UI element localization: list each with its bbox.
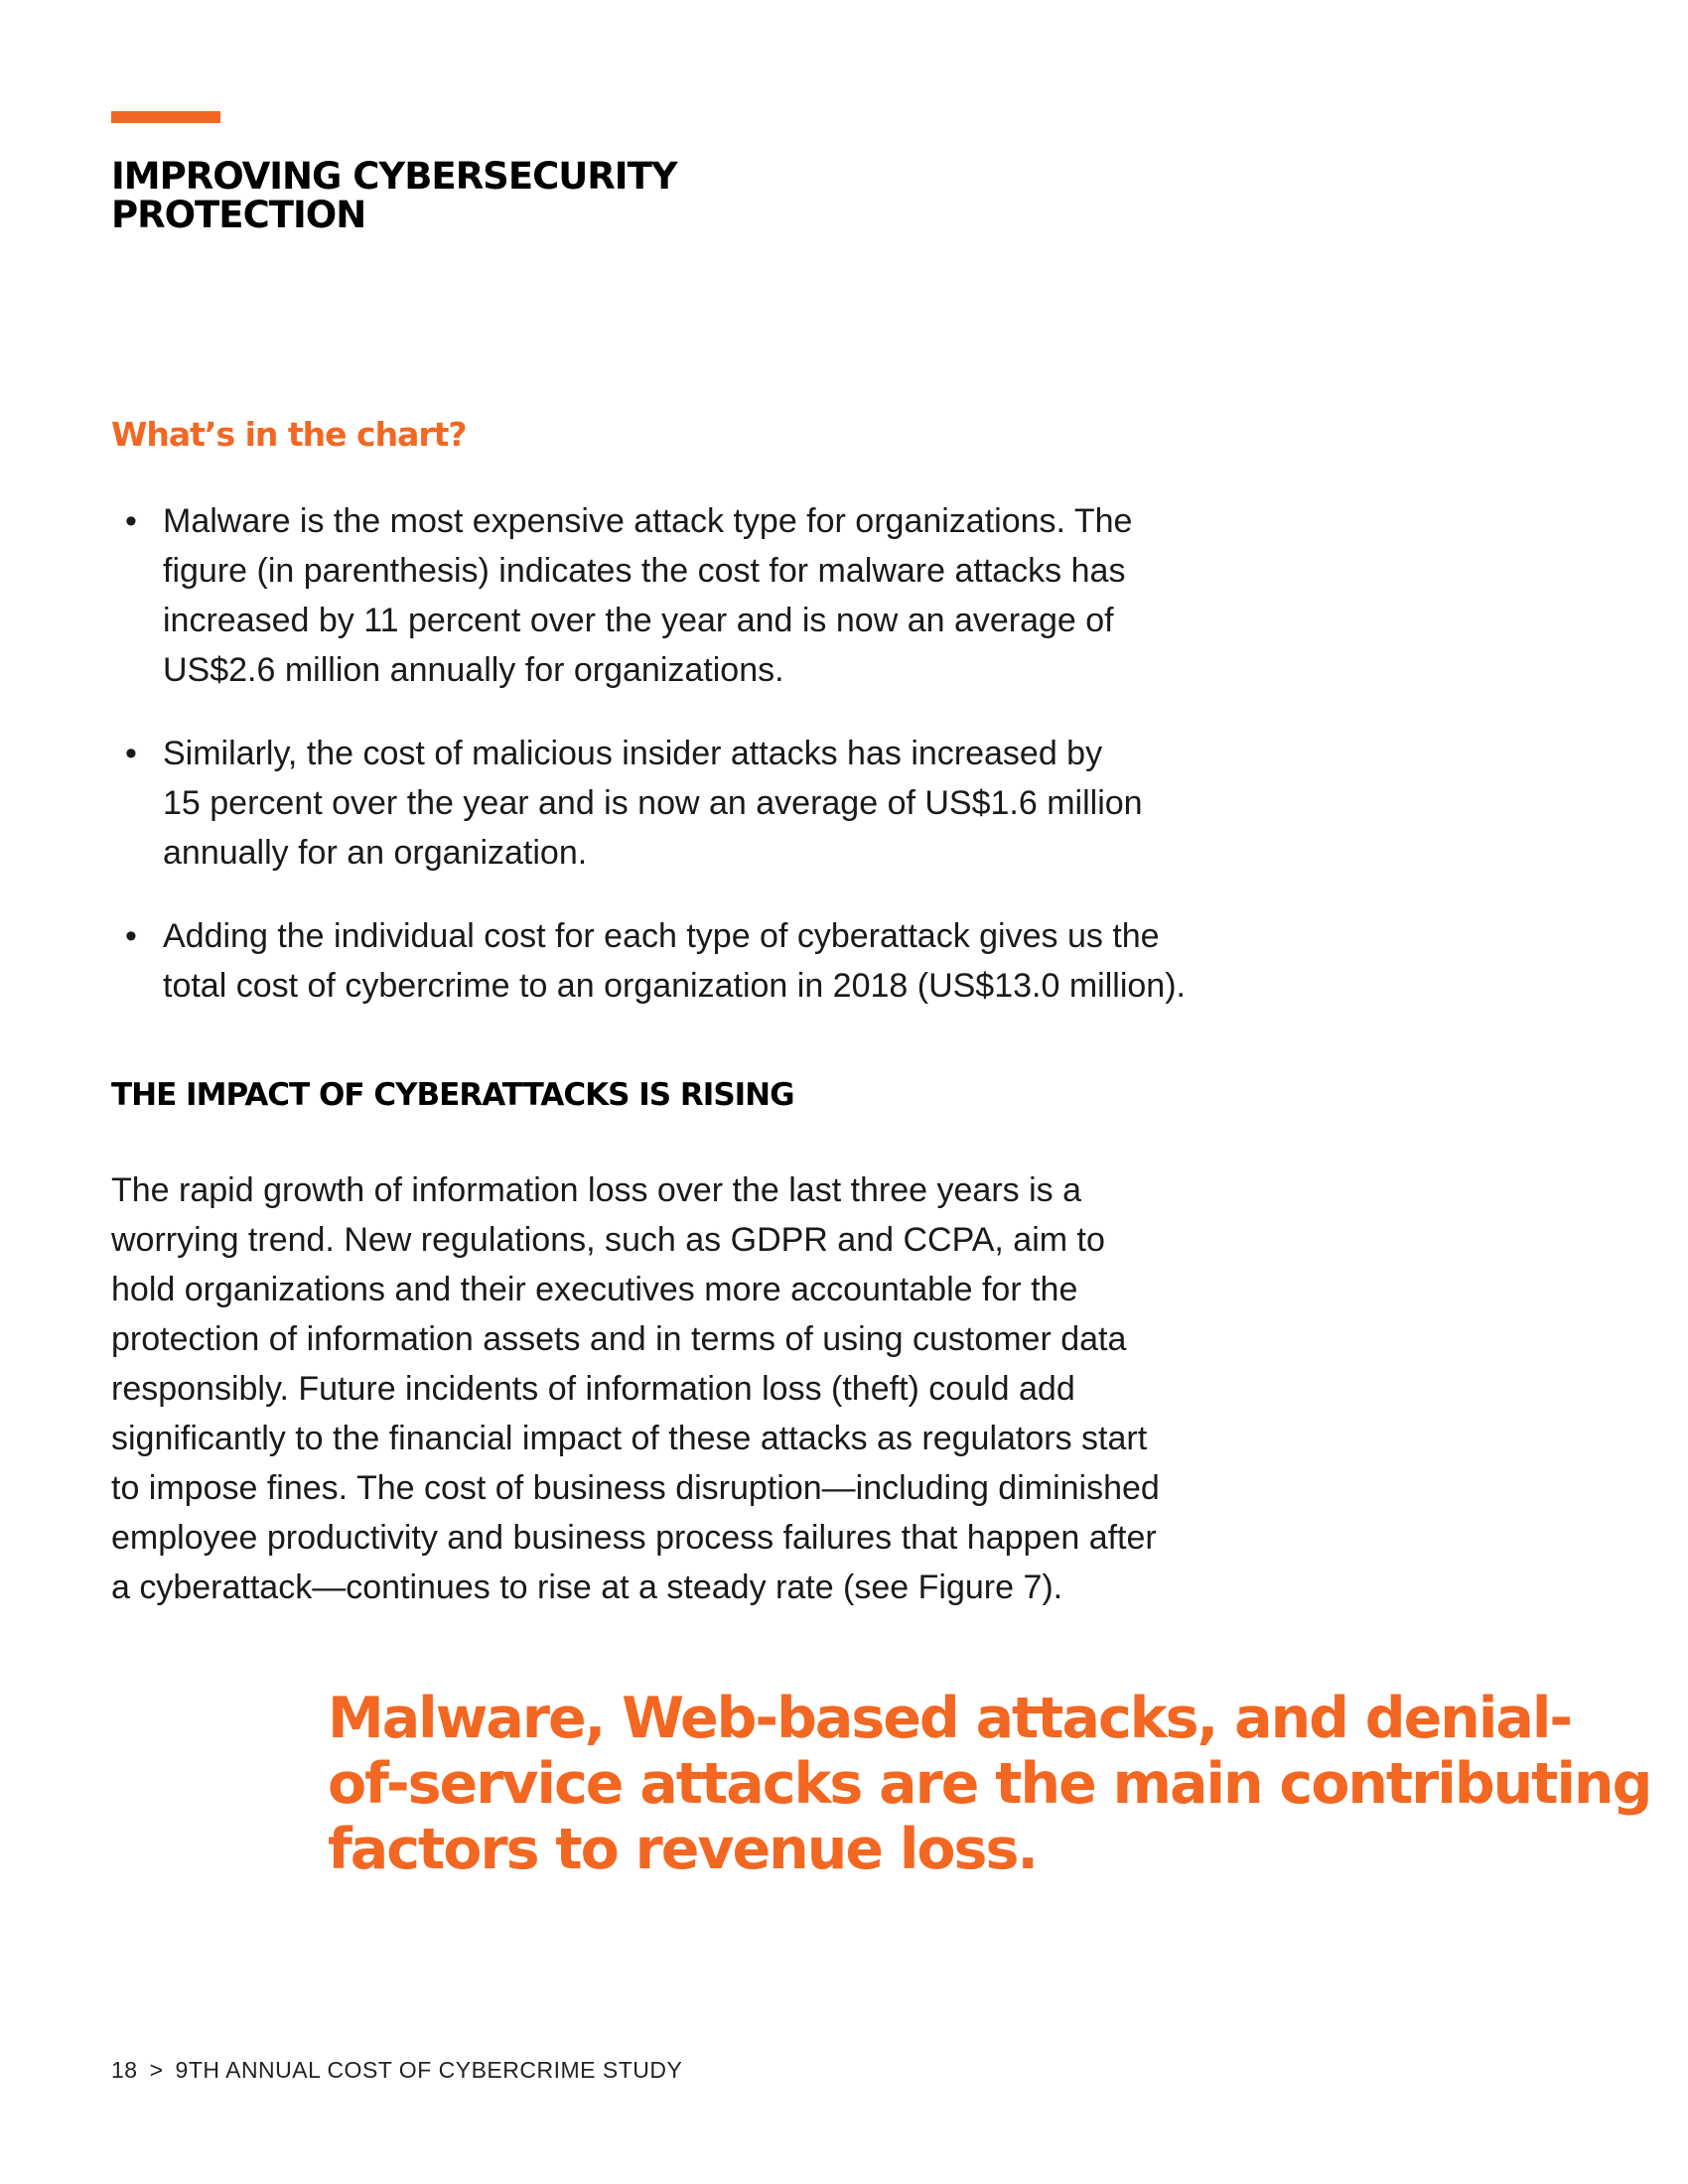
bullet-item-malicious-insider [111,729,1352,878]
paragraph-line: worrying trend. New regulations, such as GDPR and CCPA, aim to [111,1221,1105,1259]
footer-separator: > [149,2057,164,2083]
chart-explainer-bullet-list [111,496,1352,1044]
pull-quote [328,1686,1651,1882]
paragraph-line: hold organizations and their executives more accountable for the [111,1271,1078,1308]
impact-heading: THE IMPACT OF CYBERATTACKS IS RISING [111,1077,794,1113]
page-footer [111,2057,682,2084]
paragraph-line: to impose fines. The cost of business disruption—including diminished [111,1469,1160,1507]
chart-explainer-heading: What’s in the chart? [111,415,467,454]
page-number: 18 [111,2057,138,2083]
bullet-line: US$2.6 million annually for organizations. [163,651,784,689]
pull-quote-line: factors to revenue loss. [328,1817,1038,1882]
bullet-line: figure (in parenthesis) indicates the cost for malware attacks has [163,552,1126,590]
accent-bar [111,111,220,123]
bullet-line: increased by 11 percent over the year and is now an average of [163,602,1114,639]
paragraph-line: protection of information assets and in terms of using customer data [111,1320,1127,1358]
section-title [111,157,906,234]
publication-title: 9TH ANNUAL COST OF CYBERCRIME STUDY [175,2057,683,2083]
bullet-dot: • [125,735,137,772]
paragraph-line: significantly to the financial impact of these attacks as regulators start [111,1420,1148,1457]
bullet-line: Similarly, the cost of malicious insider attacks has increased by [163,735,1103,772]
bullet-line: Malware is the most expensive attack type for organizations. The [163,502,1133,540]
bullet-dot: • [125,502,137,540]
bullet-text [163,729,1352,878]
section-title-line-2: PROTECTION [111,194,366,236]
pull-quote-line: Malware, Web-based attacks, and denial- [328,1686,1572,1751]
bullet-line: total cost of cybercrime to an organization in 2018 (US$13.0 million). [163,967,1186,1005]
paragraph-line: employee productivity and business process failures that happen after [111,1519,1157,1557]
paragraph-line: a cyberattack—continues to rise at a steady rate (see Figure 7). [111,1569,1063,1606]
bullet-item-malware [111,496,1352,695]
pull-quote-line: of-service attacks are the main contributing [328,1751,1651,1817]
bullet-line: 15 percent over the year and is now an average of US$1.6 million [163,784,1143,822]
impact-paragraph [111,1165,1352,1612]
bullet-line: annually for an organization. [163,834,588,872]
section-title-line-1: IMPROVING CYBERSECURITY [111,155,677,198]
bullet-text [163,911,1352,1011]
bullet-item-total-cost [111,911,1352,1011]
paragraph-line: The rapid growth of information loss over the last three years is a [111,1171,1082,1209]
bullet-dot: • [125,917,137,955]
bullet-line: Adding the individual cost for each type of cyberattack gives us the [163,917,1160,955]
bullet-text [163,496,1352,695]
paragraph-line: responsibly. Future incidents of information loss (theft) could add [111,1370,1075,1408]
